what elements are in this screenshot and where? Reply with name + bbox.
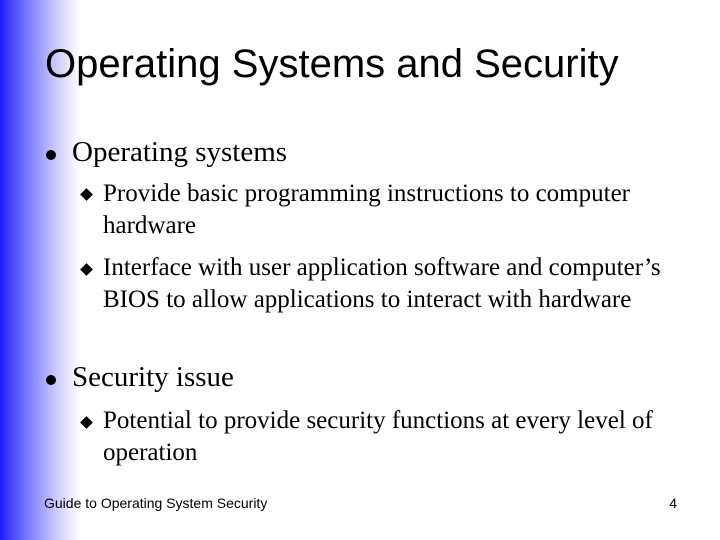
- bullet-dot-icon: [46, 150, 56, 160]
- bullet-security-issue: Security issue: [72, 361, 234, 393]
- diamond-bullet-icon: [80, 416, 93, 429]
- slide-title: Operating Systems and Security: [45, 42, 619, 86]
- diamond-bullet-icon: [80, 188, 93, 201]
- sub-bullet-security-functions: Potential to provide security functions at every level of operation: [103, 407, 653, 466]
- page-number: 4: [669, 495, 677, 511]
- diamond-bullet-icon: [80, 263, 93, 276]
- sub-bullet-programming-instructions: Provide basic programming instructions to computer hardware: [103, 180, 630, 239]
- bullet-operating-systems: Operating systems: [72, 136, 288, 168]
- bullet-dot-icon: [46, 375, 56, 385]
- sub-bullet-interface-bios: Interface with user application software and computer’s BIOS to allow applications to interact with hardware: [103, 254, 661, 313]
- footer-text: Guide to Operating System Security: [44, 495, 268, 511]
